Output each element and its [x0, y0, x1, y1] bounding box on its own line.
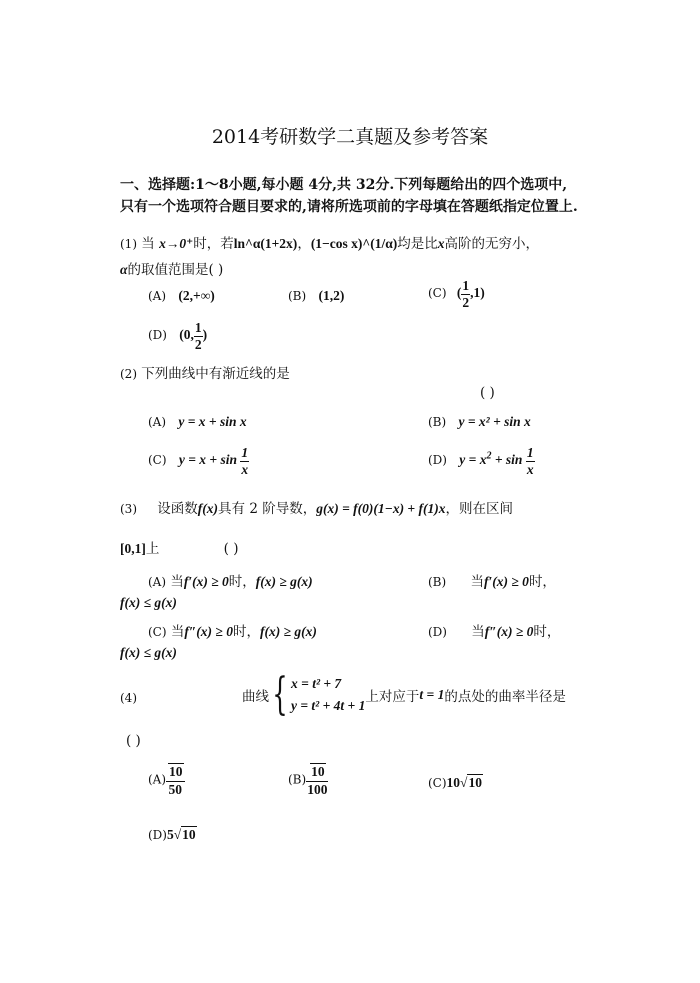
- q4-option-c[interactable]: (C)10√10: [428, 775, 482, 790]
- q3-option-a[interactable]: (A) 当f′(x) ≥ 0时，f(x) ≥ g(x): [148, 574, 313, 590]
- section-intro-line-2: 只有一个选项符合题目要求的,请将所选项前的字母填在答题纸指定位置上.: [120, 199, 578, 215]
- q3-option-b[interactable]: (B) 当f′(x) ≥ 0时，: [428, 574, 556, 590]
- q1-limit-condition: x→0⁺: [159, 236, 194, 251]
- q1-option-b-value: (1,2): [318, 288, 345, 303]
- q2-option-b-value: y = x² + sin x: [458, 414, 531, 429]
- q2-option-d[interactable]: (D) $y = x^2 + \sin$ $\frac{1}{x}$: [428, 445, 534, 477]
- q1-expression-log: ln^α(1+2x): [233, 236, 298, 251]
- question-2: (2) 下列曲线中有渐近线的是: [120, 366, 290, 382]
- q4-option-d-value: 5√10: [166, 827, 196, 842]
- page-title: 2014考研数学二真题及参考答案: [211, 126, 489, 148]
- q1-alpha: α: [120, 262, 128, 277]
- q2-option-a[interactable]: (A) y = x + sin x: [148, 414, 247, 429]
- q3-function-g: g(x) = f(0)(1−x) + f(1)x: [316, 501, 446, 516]
- q1-option-b[interactable]: (B) (1,2): [288, 288, 345, 303]
- q1-option-a[interactable]: (A) (2,+∞): [148, 288, 215, 303]
- q1-option-d-value: (0, $\frac{1}{2}$ ): [179, 320, 208, 352]
- question-3-line-2: [0,1]上 ( ): [120, 541, 239, 557]
- q4-option-c-value: 10√10: [446, 775, 482, 790]
- question-1: (1) 当 x→0⁺时，若ln^α(1+2x)，(1−cos x)^(1/α)均是比x高阶的无穷小，: [120, 236, 539, 252]
- q1-option-c-value: ( $\frac{1}{2}$ ,1): [456, 278, 485, 310]
- q1-option-a-value: (2,+∞): [178, 288, 215, 303]
- q3-option-c[interactable]: (C) 当f″(x) ≥ 0时，f(x) ≥ g(x): [148, 624, 317, 640]
- q4-option-b-value: $\frac{10}{100}$: [307, 764, 328, 797]
- q4-option-a[interactable]: (A) $\frac{10}{50}$: [148, 764, 183, 797]
- q2-option-c-value: y = x + sin $\frac{1}{x}$: [178, 445, 249, 477]
- q3-option-d-result: f(x) ≤ g(x): [120, 645, 177, 660]
- q2-option-d-value: $y = x^2 + \sin$ $\frac{1}{x}$: [459, 445, 534, 477]
- q3-interval: [0,1]: [120, 541, 146, 556]
- q3-function-f: f(x): [197, 501, 219, 516]
- q4-parametric-system: x = t² + 7 y = t² + 4t + 1: [291, 676, 366, 713]
- system-brace: {: [272, 669, 288, 720]
- q2-option-b[interactable]: (B) y = x² + sin x: [428, 414, 531, 429]
- section-intro-line-1: 一、选择题:1～8小题,每小题 4分,共 32分.下列每题给出的四个选项中,: [120, 177, 568, 193]
- q2-option-c[interactable]: (C) y = x + sin $\frac{1}{x}$: [148, 445, 249, 477]
- question-4: 曲线{ x = t² + 7 y = t² + 4t + 1 上对应于t = 1的点处的曲率半径是: [242, 669, 566, 720]
- q2-answer-paren: ( ): [480, 385, 495, 401]
- q4-option-b[interactable]: (B) $\frac{10}{100}$: [288, 764, 328, 797]
- q4-option-d[interactable]: (D)5√10: [148, 827, 196, 842]
- q4-answer-paren: ( ): [126, 733, 141, 749]
- question-3: (3) 设函数f(x)具有 2 阶导数，g(x) = f(0)(1−x) + f(1)x，则在区间: [120, 501, 513, 517]
- question-1-number: (1): [120, 237, 137, 251]
- question-4-number: (4): [120, 691, 137, 705]
- q1-expression-cos: (1−cos x)^(1/α): [310, 236, 398, 251]
- q1-option-d[interactable]: (D) (0, $\frac{1}{2}$ ): [148, 320, 208, 352]
- question-1-line-2: α的取值范围是( ): [120, 262, 224, 278]
- q3-option-d[interactable]: (D) 当f″(x) ≥ 0时，: [428, 624, 561, 640]
- q1-option-c[interactable]: (C) ( $\frac{1}{2}$ ,1): [428, 278, 485, 310]
- q3-answer-paren: ( ): [223, 541, 239, 557]
- q4-option-a-value: $\frac{10}{50}$: [166, 763, 185, 796]
- q2-option-a-value: y = x + sin x: [178, 414, 247, 429]
- q3-option-b-result: f(x) ≤ g(x): [120, 595, 177, 610]
